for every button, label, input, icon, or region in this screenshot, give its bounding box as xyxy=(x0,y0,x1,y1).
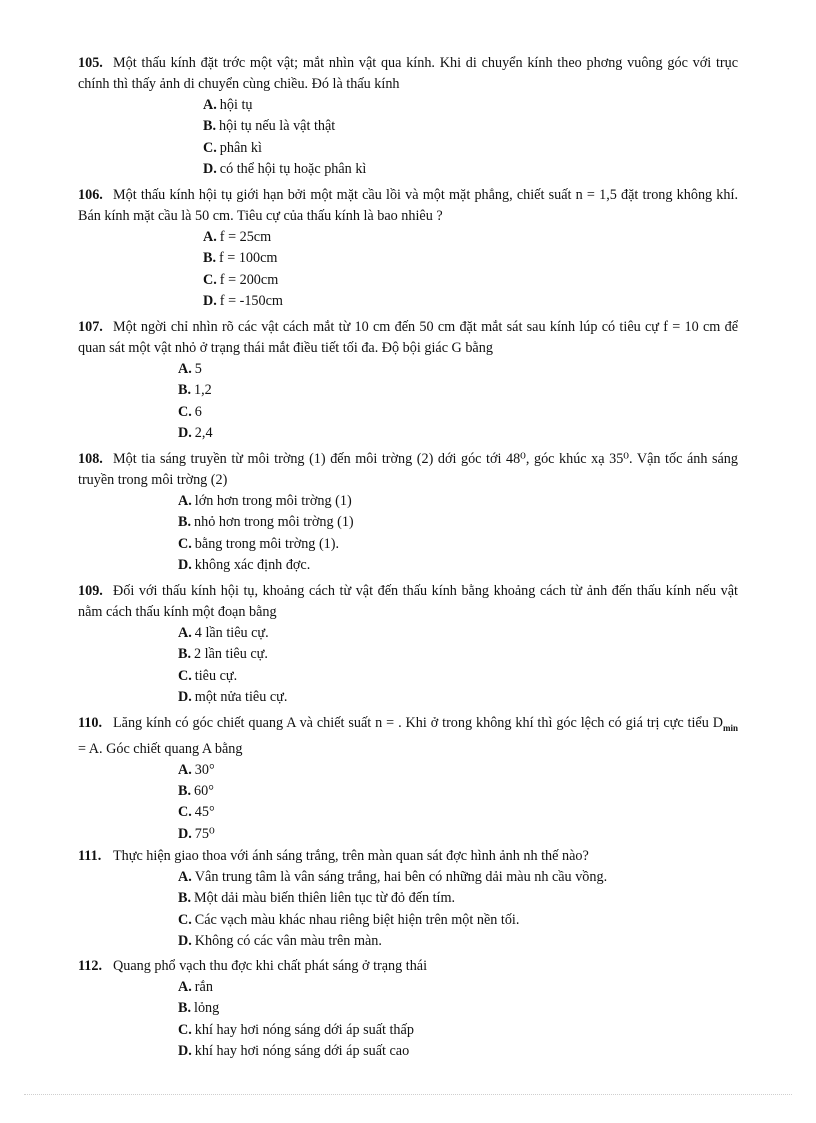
option-a xyxy=(178,623,738,644)
question-number: 109. xyxy=(78,583,103,599)
question-stem xyxy=(78,581,738,623)
option-letter: C. xyxy=(178,911,192,928)
option-c xyxy=(178,666,738,687)
option-letter: D. xyxy=(178,424,192,441)
option-text: Không có các vân màu trên màn. xyxy=(194,932,382,949)
question-text: Một thấu kính hội tụ giới hạn bởi một mặt cầu lồi và một mặt phẳng, chiết suất n = 1,5 đặt trong không khí. Bán kính mặt cầu là 50 cm. Tiêu cự của thấu kính là bao nhiêu ? xyxy=(78,187,738,224)
question-stem xyxy=(78,449,738,491)
option-text: lớn hơn trong môi trờng (1) xyxy=(194,493,352,509)
option-b xyxy=(178,644,738,665)
option-text: 75⁰ xyxy=(194,825,215,842)
option-letter: B. xyxy=(178,646,192,663)
option-letter: D. xyxy=(178,556,192,573)
option-letter: A. xyxy=(178,625,192,641)
option-d xyxy=(178,1041,738,1062)
option-letter: D. xyxy=(203,160,217,177)
option-text: 6 xyxy=(194,403,202,420)
option-text: 30° xyxy=(194,761,215,778)
option-text: Vân trung tâm là vân sáng trắng, hai bên có những dải màu nh cầu vồng. xyxy=(194,869,608,885)
option-text: có thể hội tụ hoặc phân kì xyxy=(219,160,367,177)
option-c xyxy=(178,910,738,931)
question-text: Đối với thấu kính hội tụ, khoảng cách từ vật đến thấu kính bằng khoảng cách từ ảnh đến thấu kính nếu vật nằm cách thấu kính một đoạn bằng xyxy=(78,583,738,620)
option-letter: C. xyxy=(178,535,192,552)
option-letter: D. xyxy=(203,292,217,309)
option-letter: A. xyxy=(178,761,192,778)
option-c xyxy=(178,534,738,555)
option-d xyxy=(178,555,738,576)
option-c xyxy=(178,802,738,823)
option-letter: B. xyxy=(203,118,217,135)
options-list xyxy=(178,867,738,952)
option-text: f = 100cm xyxy=(219,250,278,267)
option-letter: D. xyxy=(178,932,192,949)
question-stem xyxy=(78,185,738,227)
option-letter: A. xyxy=(203,97,217,113)
option-letter: B. xyxy=(178,514,192,531)
question-text: Một tia sáng truyền từ môi trờng (1) đến môi trờng (2) dới góc tới 48⁰, góc khúc xạ 35⁰. Vận tốc ánh sáng truyền trong môi trờng (2) xyxy=(78,451,738,488)
option-text: một nửa tiêu cự. xyxy=(194,688,288,705)
option-b xyxy=(178,781,738,802)
option-text: 2,4 xyxy=(194,424,213,441)
option-b xyxy=(178,888,738,909)
option-a xyxy=(178,359,738,380)
option-text: f = -150cm xyxy=(219,292,283,309)
option-d xyxy=(178,824,738,845)
option-text: f = 25cm xyxy=(219,229,272,245)
option-c xyxy=(203,138,738,159)
question-text: Quang phổ vạch thu đợc khi chất phát sáng ở trạng thái xyxy=(113,958,428,974)
question-105 xyxy=(78,53,738,180)
option-text: 1,2 xyxy=(194,382,212,399)
question-111 xyxy=(78,846,738,952)
question-number: 106. xyxy=(78,187,103,203)
question-stem xyxy=(78,956,738,977)
option-text: rắn xyxy=(194,979,213,995)
option-text: phân kì xyxy=(219,139,262,156)
option-text: bằng trong môi trờng (1). xyxy=(194,535,340,552)
option-d xyxy=(178,423,738,444)
options-list xyxy=(203,95,738,180)
option-letter: B. xyxy=(178,890,192,907)
option-letter: A. xyxy=(178,361,192,377)
question-stem xyxy=(78,846,738,867)
question-stem xyxy=(78,53,738,95)
option-a xyxy=(203,227,738,248)
question-number: 110. xyxy=(78,715,103,731)
question-107 xyxy=(78,317,738,444)
question-number: 108. xyxy=(78,451,103,467)
option-letter: C. xyxy=(178,667,192,684)
question-112 xyxy=(78,956,738,1062)
question-110 xyxy=(78,713,738,845)
option-text: hội tụ xyxy=(219,97,253,113)
question-number: 111. xyxy=(78,848,102,864)
option-c xyxy=(178,1020,738,1041)
option-letter: A. xyxy=(178,979,192,995)
option-text: 5 xyxy=(194,361,202,377)
page-bottom-divider xyxy=(24,1094,792,1095)
option-text: Một dải màu biến thiên liên tục từ đỏ đến tím. xyxy=(194,890,456,907)
option-b xyxy=(178,380,738,401)
subscript-min: min xyxy=(722,722,738,733)
option-d xyxy=(178,931,738,952)
option-c xyxy=(178,402,738,423)
options-list xyxy=(203,227,738,312)
option-a xyxy=(203,95,738,116)
option-letter: B. xyxy=(203,250,217,267)
options-list xyxy=(178,491,738,576)
option-text: khí hay hơi nóng sáng dới áp suất cao xyxy=(194,1042,410,1059)
question-number: 105. xyxy=(78,55,103,71)
option-text: khí hay hơi nóng sáng dới áp suất thấp xyxy=(194,1021,414,1038)
option-text: hội tụ nếu là vật thật xyxy=(219,118,336,135)
option-letter: B. xyxy=(178,1000,192,1017)
question-text: Thực hiện giao thoa với ánh sáng trắng, trên màn quan sát đợc hình ảnh nh thế nào? xyxy=(113,848,589,864)
option-a xyxy=(178,977,738,998)
question-text-tail: = A. Góc chiết quang A bằng xyxy=(78,740,243,757)
option-text: tiêu cự. xyxy=(194,667,238,684)
question-text: Một thấu kính đặt trớc một vật; mắt nhìn vật qua kính. Khi di chuyển kính theo phơng vuông góc với trục chính thì thấy ảnh di chuyển cùng chiều. Đó là thấu kính xyxy=(78,55,738,92)
option-letter: A. xyxy=(178,493,192,509)
option-letter: D. xyxy=(178,825,192,842)
option-text: 60° xyxy=(194,783,214,800)
option-b xyxy=(178,512,738,533)
option-text: 45° xyxy=(194,804,215,821)
options-list xyxy=(178,359,738,444)
option-letter: B. xyxy=(178,382,192,399)
question-number: 112. xyxy=(78,958,103,974)
option-letter: C. xyxy=(203,271,217,288)
question-109 xyxy=(78,581,738,708)
question-number: 107. xyxy=(78,319,103,335)
option-text: nhỏ hơn trong môi trờng (1) xyxy=(194,514,354,531)
option-letter: A. xyxy=(203,229,217,245)
question-text: Lăng kính có góc chiết quang A và chiết suất n = . Khi ở trong không khí thì góc lệch có giá trị cực tiểu D xyxy=(113,715,723,731)
question-106 xyxy=(78,185,738,312)
question-108 xyxy=(78,449,738,576)
option-text: Các vạch màu khác nhau riêng biệt hiện trên một nền tối. xyxy=(194,911,520,928)
options-list xyxy=(178,760,738,845)
option-letter: B. xyxy=(178,783,192,800)
option-a xyxy=(178,867,738,888)
options-list xyxy=(178,977,738,1062)
options-list xyxy=(178,623,738,708)
option-c xyxy=(203,270,738,291)
option-letter: D. xyxy=(178,688,192,705)
option-letter: C. xyxy=(203,139,217,156)
option-letter: C. xyxy=(178,403,192,420)
option-text: lỏng xyxy=(194,1000,220,1017)
option-a xyxy=(178,491,738,512)
option-b xyxy=(178,998,738,1019)
option-letter: D. xyxy=(178,1042,192,1059)
option-b xyxy=(203,248,738,269)
question-text: Một ngời chỉ nhìn rõ các vật cách mắt từ 10 cm đến 50 cm đặt mắt sát sau kính lúp có tiêu cự f = 10 cm để quan sát một vật nhỏ ở trạng thái mắt điều tiết tối đa. Độ bội giác G bằng xyxy=(78,319,738,356)
option-text: 4 lần tiêu cự. xyxy=(194,625,269,641)
option-d xyxy=(178,687,738,708)
option-text: không xác định đợc. xyxy=(194,556,311,573)
option-text: f = 200cm xyxy=(219,271,279,288)
question-stem xyxy=(78,317,738,359)
option-letter: C. xyxy=(178,1021,192,1038)
option-letter: C. xyxy=(178,804,192,821)
question-stem xyxy=(78,713,738,760)
option-d xyxy=(203,159,738,180)
option-d xyxy=(203,291,738,312)
option-a xyxy=(178,760,738,781)
option-b xyxy=(203,116,738,137)
option-letter: A. xyxy=(178,869,192,885)
option-text: 2 lần tiêu cự. xyxy=(194,646,268,663)
